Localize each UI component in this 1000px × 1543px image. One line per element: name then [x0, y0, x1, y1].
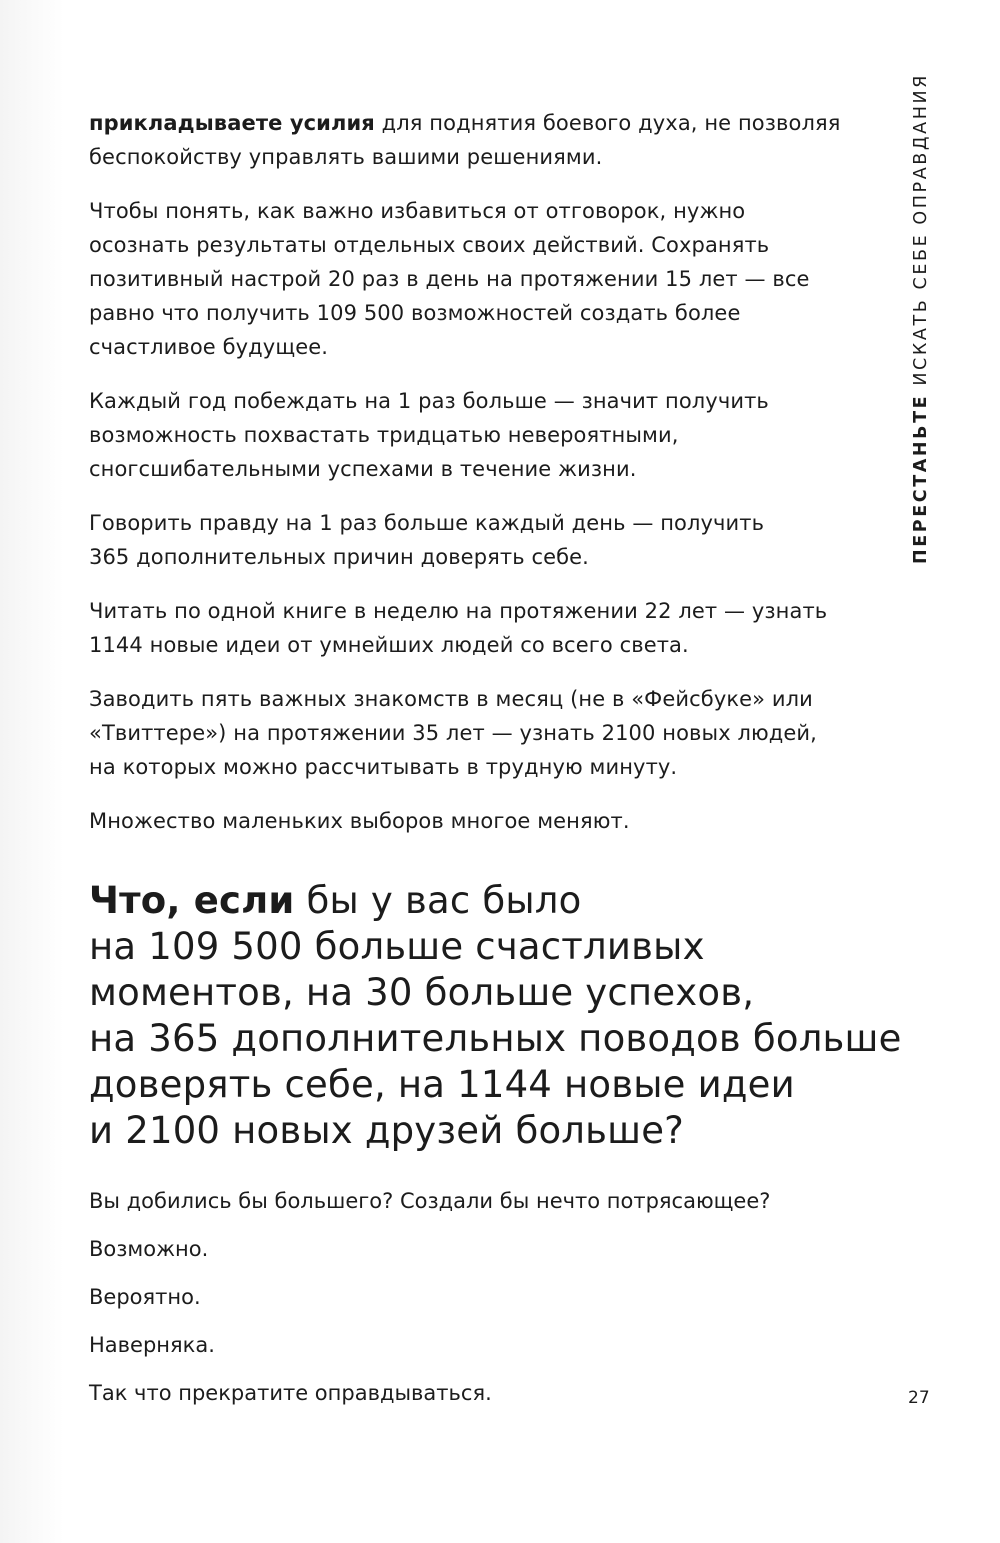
callout-line-4: на 365 дополнительных поводов больше: [89, 1017, 902, 1060]
text-line: «Твиттере») на протяжении 35 лет — узнать 2100 новых людей,: [89, 721, 817, 745]
callout-line-1: бы у вас было: [306, 879, 582, 922]
callout-bold-lead: Что, если: [89, 879, 295, 922]
text-line: осознать результаты отдельных своих действий. Сохранять: [89, 233, 770, 257]
text-line: сногсшибательными успехами в течение жизни.: [89, 457, 637, 481]
text-line: Чтобы понять, как важно избавиться от отговорок, нужно: [89, 199, 746, 223]
callout-line-5: доверять себе, на 1144 новые идеи: [89, 1063, 795, 1106]
running-head-rest: ИСКАТЬ СЕБЕ ОПРАВДАНИЯ: [911, 73, 931, 386]
closing-possibly: Возможно.: [89, 1237, 209, 1261]
intro-line-1: для поднятия боевого духа, не позволяя: [381, 111, 841, 135]
text-line: Множество маленьких выборов многое меняют.: [89, 809, 630, 833]
intro-paragraph: [89, 106, 869, 174]
paragraph-truth: [89, 506, 869, 574]
text-line: Говорить правду на 1 раз больше каждый день — получить: [89, 511, 765, 535]
running-head-bold: ПЕРЕСТАНЬТЕ: [911, 393, 931, 564]
text-line: на которых можно рассчитывать в трудную минуту.: [89, 755, 678, 779]
intro-bold-phrase: прикладываете усилия: [89, 111, 375, 135]
callout-line-3: моментов, на 30 больше успехов,: [89, 971, 755, 1014]
callout-question: [89, 878, 902, 1154]
text-line: Каждый год побеждать на 1 раз больше — значит получить: [89, 389, 769, 413]
text-line: возможность похвастать тридцатью невероятными,: [89, 423, 679, 447]
running-head: [906, 73, 936, 564]
paragraph-small-choices: [89, 804, 869, 838]
text-line: счастливое будущее.: [89, 335, 329, 359]
text-line: 365 дополнительных причин доверять себе.: [89, 545, 589, 569]
text-line: равно что получить 109 500 возможностей создать более: [89, 301, 741, 325]
page-body: [89, 106, 902, 1424]
text-line: позитивный настрой 20 раз в день на протяжении 15 лет — все: [89, 267, 810, 291]
paragraph-excuses: [89, 194, 869, 364]
paragraph-acquaintances: [89, 682, 869, 784]
page-gutter-shade: [0, 0, 64, 1543]
text-line: Заводить пять важных знакомств в месяц (не в «Фейсбуке» или: [89, 687, 813, 711]
closing-surely: Наверняка.: [89, 1333, 215, 1357]
paragraph-reading: [89, 594, 869, 662]
page-number: 27: [908, 1388, 930, 1408]
callout-line-2: на 109 500 больше счастливых: [89, 925, 705, 968]
text-line: Читать по одной книге в неделю на протяжении 22 лет — узнать: [89, 599, 828, 623]
closing-call-to-action: Так что прекратите оправдываться.: [89, 1381, 492, 1405]
closing-question: Вы добились бы большего? Создали бы нечто потрясающее?: [89, 1189, 771, 1213]
intro-line-2: беспокойству управлять вашими решениями.: [89, 145, 603, 169]
paragraph-winning: [89, 384, 869, 486]
callout-line-6: и 2100 новых друзей больше?: [89, 1109, 685, 1152]
text-line: 1144 новые идеи от умнейших людей со всего света.: [89, 633, 689, 657]
closing-probably: Вероятно.: [89, 1285, 201, 1309]
